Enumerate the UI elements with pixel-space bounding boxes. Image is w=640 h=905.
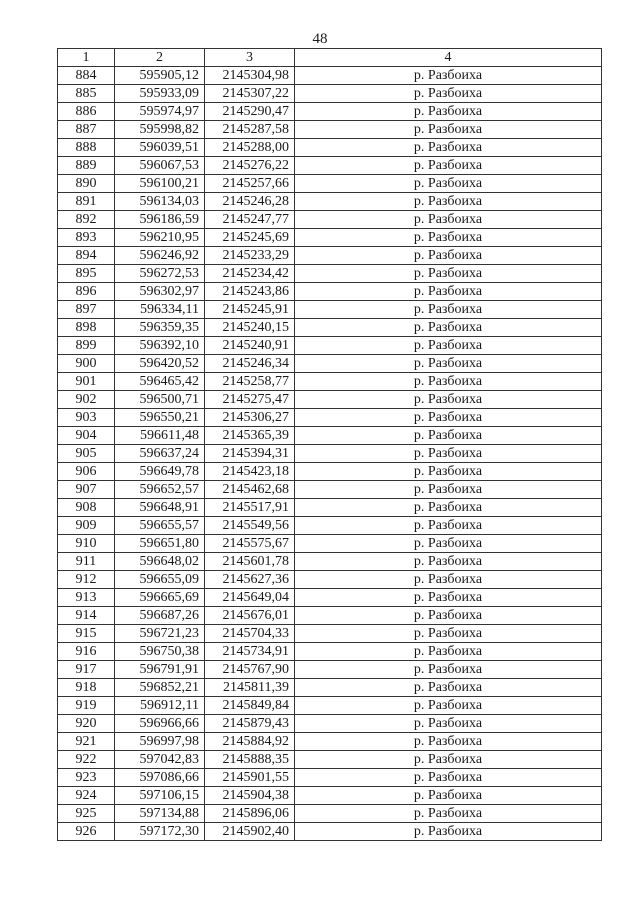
- description-cell: р. Разбоиха: [295, 103, 602, 121]
- point-number-cell: 902: [58, 391, 115, 409]
- y-coordinate-cell: 2145306,27: [205, 409, 295, 427]
- table-row: [58, 571, 602, 589]
- x-coordinate-cell: 595905,12: [115, 67, 205, 85]
- table-row: [58, 121, 602, 139]
- x-coordinate-cell: 597106,15: [115, 787, 205, 805]
- table-row: [58, 607, 602, 625]
- point-number-cell: 920: [58, 715, 115, 733]
- y-coordinate-cell: 2145904,38: [205, 787, 295, 805]
- table-row: [58, 679, 602, 697]
- column-header-2: 2: [115, 49, 205, 67]
- table-row: [58, 733, 602, 751]
- table-row: [58, 391, 602, 409]
- y-coordinate-cell: 2145649,04: [205, 589, 295, 607]
- x-coordinate-cell: 596852,21: [115, 679, 205, 697]
- point-number-cell: 919: [58, 697, 115, 715]
- point-number-cell: 907: [58, 481, 115, 499]
- point-number-cell: 910: [58, 535, 115, 553]
- description-cell: р. Разбоиха: [295, 589, 602, 607]
- y-coordinate-cell: 2145288,00: [205, 139, 295, 157]
- table-row: [58, 445, 602, 463]
- table-row: [58, 85, 602, 103]
- description-cell: р. Разбоиха: [295, 427, 602, 445]
- y-coordinate-cell: 2145394,31: [205, 445, 295, 463]
- table-row: [58, 337, 602, 355]
- description-cell: р. Разбоиха: [295, 265, 602, 283]
- point-number-cell: 898: [58, 319, 115, 337]
- x-coordinate-cell: 596649,78: [115, 463, 205, 481]
- header-row: [58, 49, 602, 67]
- x-coordinate-cell: 596652,57: [115, 481, 205, 499]
- y-coordinate-cell: 2145884,92: [205, 733, 295, 751]
- point-number-cell: 911: [58, 553, 115, 571]
- x-coordinate-cell: 596420,52: [115, 355, 205, 373]
- x-coordinate-cell: 596721,23: [115, 625, 205, 643]
- point-number-cell: 888: [58, 139, 115, 157]
- x-coordinate-cell: 596665,69: [115, 589, 205, 607]
- description-cell: р. Разбоиха: [295, 769, 602, 787]
- point-number-cell: 893: [58, 229, 115, 247]
- x-coordinate-cell: 595933,09: [115, 85, 205, 103]
- y-coordinate-cell: 2145245,91: [205, 301, 295, 319]
- y-coordinate-cell: 2145517,91: [205, 499, 295, 517]
- table-row: [58, 751, 602, 769]
- table-row: [58, 409, 602, 427]
- point-number-cell: 894: [58, 247, 115, 265]
- description-cell: р. Разбоиха: [295, 463, 602, 481]
- y-coordinate-cell: 2145676,01: [205, 607, 295, 625]
- point-number-cell: 901: [58, 373, 115, 391]
- description-cell: р. Разбоиха: [295, 733, 602, 751]
- x-coordinate-cell: 596655,57: [115, 517, 205, 535]
- table-row: [58, 301, 602, 319]
- description-cell: р. Разбоиха: [295, 751, 602, 769]
- description-cell: р. Разбоиха: [295, 517, 602, 535]
- x-coordinate-cell: 596611,48: [115, 427, 205, 445]
- column-header-1: 1: [58, 49, 115, 67]
- point-number-cell: 909: [58, 517, 115, 535]
- y-coordinate-cell: 2145287,58: [205, 121, 295, 139]
- point-number-cell: 921: [58, 733, 115, 751]
- x-coordinate-cell: 596134,03: [115, 193, 205, 211]
- y-coordinate-cell: 2145275,47: [205, 391, 295, 409]
- description-cell: р. Разбоиха: [295, 373, 602, 391]
- y-coordinate-cell: 2145245,69: [205, 229, 295, 247]
- x-coordinate-cell: 596791,91: [115, 661, 205, 679]
- x-coordinate-cell: 596648,91: [115, 499, 205, 517]
- description-cell: р. Разбоиха: [295, 445, 602, 463]
- table-row: [58, 355, 602, 373]
- point-number-cell: 906: [58, 463, 115, 481]
- point-number-cell: 903: [58, 409, 115, 427]
- description-cell: р. Разбоиха: [295, 175, 602, 193]
- x-coordinate-cell: 595998,82: [115, 121, 205, 139]
- y-coordinate-cell: 2145462,68: [205, 481, 295, 499]
- x-coordinate-cell: 597172,30: [115, 823, 205, 841]
- x-coordinate-cell: 596359,35: [115, 319, 205, 337]
- y-coordinate-cell: 2145246,28: [205, 193, 295, 211]
- point-number-cell: 896: [58, 283, 115, 301]
- table-row: [58, 229, 602, 247]
- x-coordinate-cell: 596210,95: [115, 229, 205, 247]
- point-number-cell: 895: [58, 265, 115, 283]
- table-row: [58, 787, 602, 805]
- table-row: [58, 193, 602, 211]
- point-number-cell: 884: [58, 67, 115, 85]
- x-coordinate-cell: 596334,11: [115, 301, 205, 319]
- table-row: [58, 517, 602, 535]
- point-number-cell: 923: [58, 769, 115, 787]
- description-cell: р. Разбоиха: [295, 643, 602, 661]
- x-coordinate-cell: 597086,66: [115, 769, 205, 787]
- description-cell: р. Разбоиха: [295, 391, 602, 409]
- x-coordinate-cell: 596651,80: [115, 535, 205, 553]
- description-cell: р. Разбоиха: [295, 85, 602, 103]
- y-coordinate-cell: 2145879,43: [205, 715, 295, 733]
- y-coordinate-cell: 2145243,86: [205, 283, 295, 301]
- x-coordinate-cell: 596272,53: [115, 265, 205, 283]
- table-row: [58, 715, 602, 733]
- point-number-cell: 917: [58, 661, 115, 679]
- y-coordinate-cell: 2145233,29: [205, 247, 295, 265]
- point-number-cell: 899: [58, 337, 115, 355]
- description-cell: р. Разбоиха: [295, 283, 602, 301]
- y-coordinate-cell: 2145240,91: [205, 337, 295, 355]
- description-cell: р. Разбоиха: [295, 679, 602, 697]
- description-cell: р. Разбоиха: [295, 337, 602, 355]
- y-coordinate-cell: 2145276,22: [205, 157, 295, 175]
- description-cell: р. Разбоиха: [295, 301, 602, 319]
- x-coordinate-cell: 596648,02: [115, 553, 205, 571]
- x-coordinate-cell: 596637,24: [115, 445, 205, 463]
- description-cell: р. Разбоиха: [295, 409, 602, 427]
- table-row: [58, 769, 602, 787]
- x-coordinate-cell: 596500,71: [115, 391, 205, 409]
- description-cell: р. Разбоиха: [295, 661, 602, 679]
- y-coordinate-cell: 2145257,66: [205, 175, 295, 193]
- y-coordinate-cell: 2145247,77: [205, 211, 295, 229]
- x-coordinate-cell: 596186,59: [115, 211, 205, 229]
- y-coordinate-cell: 2145240,15: [205, 319, 295, 337]
- description-cell: р. Разбоиха: [295, 139, 602, 157]
- table-row: [58, 805, 602, 823]
- y-coordinate-cell: 2145234,42: [205, 265, 295, 283]
- point-number-cell: 900: [58, 355, 115, 373]
- table-row: [58, 211, 602, 229]
- column-header-3: 3: [205, 49, 295, 67]
- x-coordinate-cell: 596039,51: [115, 139, 205, 157]
- table-row: [58, 661, 602, 679]
- point-number-cell: 924: [58, 787, 115, 805]
- y-coordinate-cell: 2145307,22: [205, 85, 295, 103]
- y-coordinate-cell: 2145902,40: [205, 823, 295, 841]
- point-number-cell: 926: [58, 823, 115, 841]
- y-coordinate-cell: 2145896,06: [205, 805, 295, 823]
- point-number-cell: 905: [58, 445, 115, 463]
- x-coordinate-cell: 596966,66: [115, 715, 205, 733]
- point-number-cell: 897: [58, 301, 115, 319]
- x-coordinate-cell: 596687,26: [115, 607, 205, 625]
- point-number-cell: 892: [58, 211, 115, 229]
- y-coordinate-cell: 2145627,36: [205, 571, 295, 589]
- description-cell: р. Разбоиха: [295, 553, 602, 571]
- description-cell: р. Разбоиха: [295, 499, 602, 517]
- point-number-cell: 914: [58, 607, 115, 625]
- description-cell: р. Разбоиха: [295, 625, 602, 643]
- description-cell: р. Разбоиха: [295, 571, 602, 589]
- point-number-cell: 918: [58, 679, 115, 697]
- y-coordinate-cell: 2145901,55: [205, 769, 295, 787]
- table-row: [58, 625, 602, 643]
- x-coordinate-cell: 596302,97: [115, 283, 205, 301]
- x-coordinate-cell: 596997,98: [115, 733, 205, 751]
- table-row: [58, 589, 602, 607]
- table-row: [58, 481, 602, 499]
- y-coordinate-cell: 2145290,47: [205, 103, 295, 121]
- x-coordinate-cell: 597042,83: [115, 751, 205, 769]
- description-cell: р. Разбоиха: [295, 157, 602, 175]
- description-cell: р. Разбоиха: [295, 535, 602, 553]
- y-coordinate-cell: 2145258,77: [205, 373, 295, 391]
- table-row: [58, 247, 602, 265]
- description-cell: р. Разбоиха: [295, 805, 602, 823]
- point-number-cell: 908: [58, 499, 115, 517]
- description-cell: р. Разбоиха: [295, 355, 602, 373]
- description-cell: р. Разбоиха: [295, 121, 602, 139]
- description-cell: р. Разбоиха: [295, 193, 602, 211]
- table-row: [58, 175, 602, 193]
- description-cell: р. Разбоиха: [295, 697, 602, 715]
- description-cell: р. Разбоиха: [295, 787, 602, 805]
- table-row: [58, 535, 602, 553]
- coordinates-table: [57, 48, 602, 841]
- y-coordinate-cell: 2145246,34: [205, 355, 295, 373]
- table-row: [58, 373, 602, 391]
- x-coordinate-cell: 596655,09: [115, 571, 205, 589]
- description-cell: р. Разбоиха: [295, 607, 602, 625]
- y-coordinate-cell: 2145849,84: [205, 697, 295, 715]
- table-row: [58, 553, 602, 571]
- table-row: [58, 697, 602, 715]
- description-cell: р. Разбоиха: [295, 229, 602, 247]
- description-cell: р. Разбоиха: [295, 715, 602, 733]
- point-number-cell: 891: [58, 193, 115, 211]
- point-number-cell: 890: [58, 175, 115, 193]
- x-coordinate-cell: 596550,21: [115, 409, 205, 427]
- table-row: [58, 283, 602, 301]
- point-number-cell: 889: [58, 157, 115, 175]
- x-coordinate-cell: 596750,38: [115, 643, 205, 661]
- x-coordinate-cell: 596912,11: [115, 697, 205, 715]
- x-coordinate-cell: 596392,10: [115, 337, 205, 355]
- table-row: [58, 499, 602, 517]
- x-coordinate-cell: 597134,88: [115, 805, 205, 823]
- y-coordinate-cell: 2145888,35: [205, 751, 295, 769]
- point-number-cell: 925: [58, 805, 115, 823]
- y-coordinate-cell: 2145365,39: [205, 427, 295, 445]
- table-row: [58, 139, 602, 157]
- point-number-cell: 886: [58, 103, 115, 121]
- y-coordinate-cell: 2145304,98: [205, 67, 295, 85]
- y-coordinate-cell: 2145767,90: [205, 661, 295, 679]
- point-number-cell: 916: [58, 643, 115, 661]
- description-cell: р. Разбоиха: [295, 67, 602, 85]
- table-header: [58, 49, 602, 67]
- table-body: [58, 67, 602, 841]
- point-number-cell: 904: [58, 427, 115, 445]
- x-coordinate-cell: 595974,97: [115, 103, 205, 121]
- table-row: [58, 157, 602, 175]
- description-cell: р. Разбоиха: [295, 481, 602, 499]
- table-row: [58, 265, 602, 283]
- point-number-cell: 912: [58, 571, 115, 589]
- point-number-cell: 915: [58, 625, 115, 643]
- page-number: 48: [312, 31, 328, 47]
- point-number-cell: 922: [58, 751, 115, 769]
- y-coordinate-cell: 2145549,56: [205, 517, 295, 535]
- table-row: [58, 319, 602, 337]
- description-cell: р. Разбоиха: [295, 823, 602, 841]
- y-coordinate-cell: 2145734,91: [205, 643, 295, 661]
- table-row: [58, 67, 602, 85]
- y-coordinate-cell: 2145423,18: [205, 463, 295, 481]
- point-number-cell: 887: [58, 121, 115, 139]
- x-coordinate-cell: 596246,92: [115, 247, 205, 265]
- description-cell: р. Разбоиха: [295, 211, 602, 229]
- description-cell: р. Разбоиха: [295, 319, 602, 337]
- y-coordinate-cell: 2145704,33: [205, 625, 295, 643]
- point-number-cell: 885: [58, 85, 115, 103]
- description-cell: р. Разбоиха: [295, 247, 602, 265]
- table-row: [58, 463, 602, 481]
- table-row: [58, 427, 602, 445]
- y-coordinate-cell: 2145575,67: [205, 535, 295, 553]
- y-coordinate-cell: 2145601,78: [205, 553, 295, 571]
- x-coordinate-cell: 596465,42: [115, 373, 205, 391]
- y-coordinate-cell: 2145811,39: [205, 679, 295, 697]
- x-coordinate-cell: 596067,53: [115, 157, 205, 175]
- x-coordinate-cell: 596100,21: [115, 175, 205, 193]
- table-row: [58, 823, 602, 841]
- table-row: [58, 643, 602, 661]
- table-row: [58, 103, 602, 121]
- column-header-4: 4: [295, 49, 602, 67]
- point-number-cell: 913: [58, 589, 115, 607]
